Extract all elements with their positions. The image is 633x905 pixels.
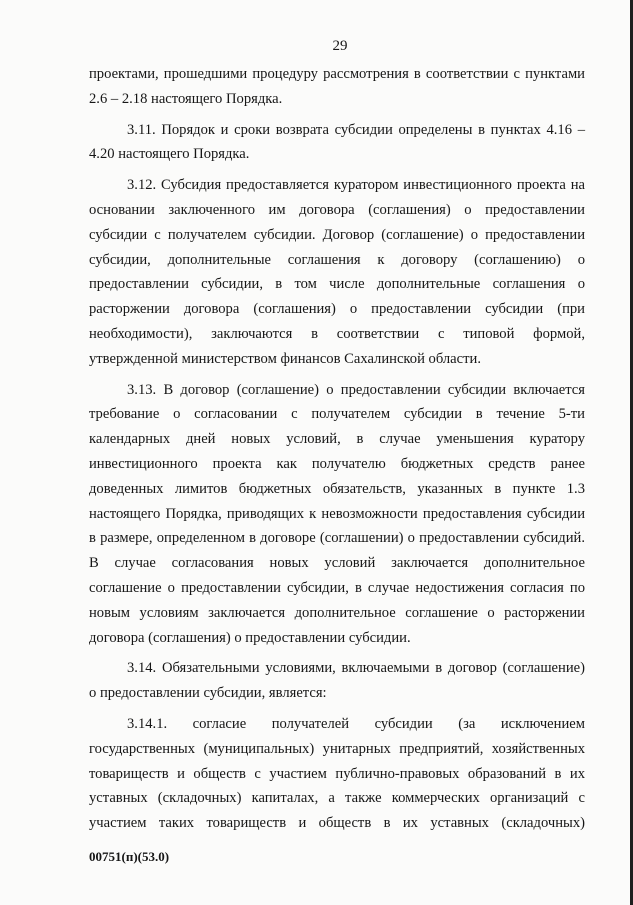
- text-line: расторжении договора (соглашения) о предоставлении субсидии (при: [89, 301, 585, 318]
- text-line: предоставлении субсидии, в том числе дополнительные соглашения о: [89, 276, 585, 293]
- paragraph-p-3-14-1: [89, 712, 585, 836]
- paragraph-p-3-14: [89, 656, 585, 706]
- text-line: проектами, прошедшими процедуру рассмотрения в соответствии с пунктами: [89, 66, 585, 82]
- text-line: уставных (складочных) капиталах, а также коммерческих организаций с: [89, 790, 585, 807]
- text-line: государственных (муниципальных) унитарных предприятий, хозяйственных: [89, 740, 585, 757]
- text-line: 3.14. Обязательными условиями, включаемыми в договор (соглашение): [127, 660, 585, 677]
- paragraph-p-3-12: [89, 173, 585, 371]
- text-line: 2.6 – 2.18 настоящего Порядка.: [89, 90, 283, 107]
- text-line: доведенных лимитов бюджетных обязательств, указанных в пункте 1.3: [89, 480, 585, 497]
- text-line: 4.20 настоящего Порядка.: [89, 146, 250, 163]
- document-footer-code: 00751(п)(53.0): [89, 849, 170, 864]
- text-line: соглашение о предоставлении субсидии, в случае недостижения согласия по: [89, 579, 585, 596]
- paragraph-p-3-13: [89, 378, 585, 651]
- text-line: календарных дней новых условий, в случае уменьшения куратору: [89, 431, 585, 448]
- text-line: 3.11. Порядок и сроки возврата субсидии определены в пунктах 4.16 –: [127, 121, 585, 138]
- text-line: требование о согласовании с получателем субсидии в течение 5-ти: [89, 406, 585, 423]
- text-line: 3.14.1. согласие получателей субсидии (за исключением: [127, 715, 585, 732]
- text-line: о предоставлении субсидии, является:: [89, 685, 327, 702]
- text-line: настоящего Порядка, приводящих к невозможности предоставления субсидии: [89, 505, 585, 522]
- paragraph-p-cont: [89, 62, 585, 112]
- text-line: новым условиям заключается дополнительное соглашение о расторжении: [89, 604, 585, 621]
- text-line: в размере, определенном в договоре (соглашении) о предоставлении субсидий.: [89, 530, 585, 547]
- text-line: необходимости), заключаются в соответствии с типовой формой,: [89, 325, 585, 342]
- text-line: товариществ и обществ с участием публично-правовых образований в их: [89, 765, 585, 782]
- page-number: 29: [332, 38, 348, 54]
- text-line: основании заключенного им договора (соглашения) о предоставлении: [89, 201, 585, 218]
- text-line: В случае согласования новых условий заключается дополнительное: [89, 555, 585, 572]
- text-line: субсидии с получателем субсидии. Договор (соглашение) о предоставлении: [89, 226, 585, 243]
- text-line: 3.13. В договор (соглашение) о предоставлении субсидии включается: [127, 381, 585, 398]
- text-line: утвержденной министерством финансов Сахалинской области.: [89, 350, 481, 367]
- document-body: [89, 62, 585, 836]
- text-line: 3.12. Субсидия предоставляется куратором инвестиционного проекта на: [127, 177, 585, 194]
- text-line: договора (соглашения) о предоставлении субсидии.: [89, 629, 411, 646]
- paragraph-p-3-11: [89, 118, 585, 168]
- text-line: участием таких товариществ и обществ в их уставных (складочных): [89, 815, 585, 832]
- text-line: субсидии, дополнительные соглашения к договору (соглашению) о: [89, 251, 585, 268]
- text-line: инвестиционного проекта как получателю бюджетных средств ранее: [89, 455, 585, 472]
